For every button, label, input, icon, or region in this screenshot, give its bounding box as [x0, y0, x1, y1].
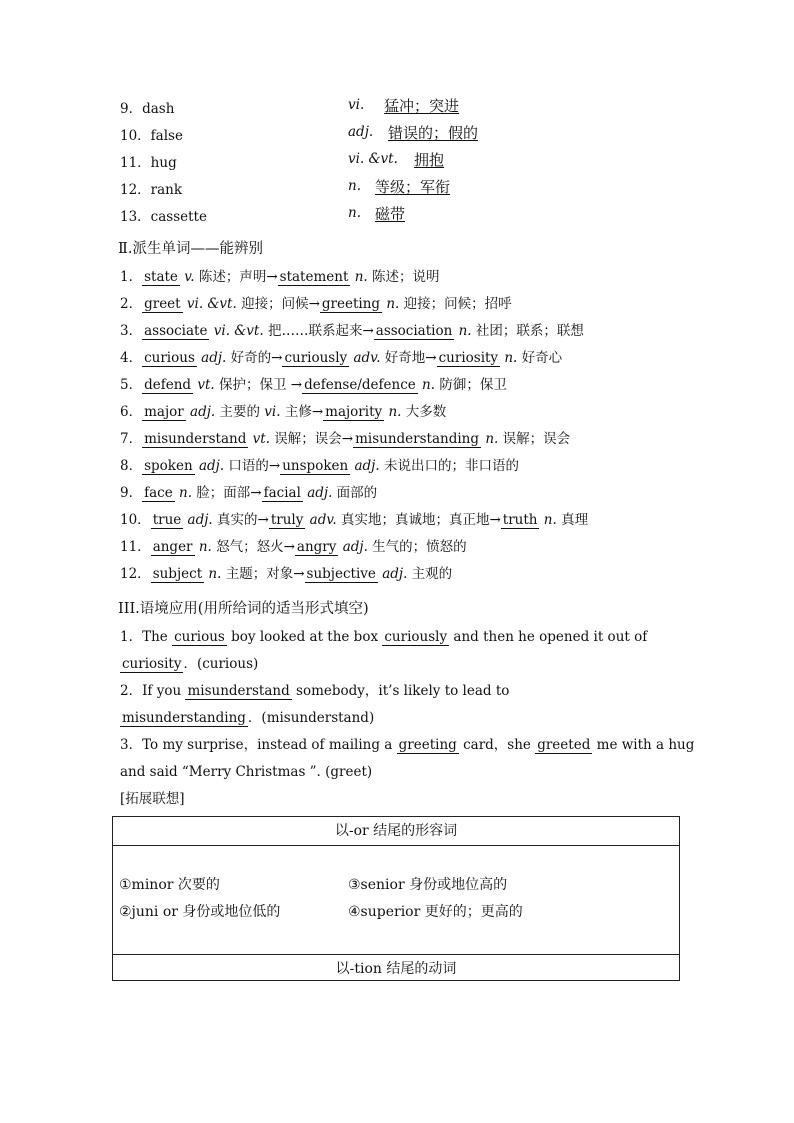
derived-item: 3． associate vi. &vt. 把……联系起来→ association n. 社团；联系；联想: [120, 323, 584, 339]
derived-item: 2． greet vi. &vt. 迎接；问候→ greeting n. 迎接；问候；招呼: [120, 296, 512, 312]
vocab-word: 9．dash: [120, 101, 175, 117]
vocab-pos: adj.: [348, 124, 374, 140]
vocab-meaning: 等级；军衔: [375, 178, 451, 196]
vocab-meaning: 磁带: [375, 205, 406, 223]
table-header: 以-or 结尾的形容词: [334, 823, 458, 839]
vocab-pos: vi. &vt.: [348, 151, 398, 167]
derived-item: 10． true adj. 真实的→ truly adv. 真实地；真诚地；真正地→ truth n. 真理: [120, 512, 589, 528]
vocab-row: [120, 205, 680, 225]
vocab-word: 10．false: [120, 128, 183, 144]
exercise-line: misunderstanding ．(misunderstand): [122, 710, 375, 726]
table-divider: [113, 954, 679, 955]
exercise-line: 3．To my surprise，instead of mailing a greeting card，she greeted me with a hug: [120, 737, 695, 753]
table-cell: ③senior 身份或地位高的: [348, 877, 508, 893]
table-cell: ②juni or 身份或地位低的: [119, 904, 281, 920]
derived-item: 6． major adj. 主要的 vi. 主修→ majority n. 大多数: [120, 404, 447, 420]
derived-item: 5． defend vt. 保护；保卫 → defense/defence n. 防御；保卫: [120, 377, 507, 393]
vocab-meaning: 错误的；假的: [388, 124, 479, 142]
vocab-pos: n.: [348, 205, 361, 221]
extension-table: [112, 816, 680, 981]
vocab-row: [120, 97, 680, 117]
vocab-pos: n.: [348, 178, 361, 194]
vocab-word: 11．hug: [120, 155, 177, 171]
vocab-pos: vi.: [348, 97, 365, 113]
table-divider: [113, 845, 679, 846]
table-cell: ①minor 次要的: [119, 877, 220, 893]
derived-item: 9． face n. 脸；面部→ facial adj. 面部的: [120, 485, 378, 501]
derived-item: 8． spoken adj. 口语的→ unspoken adj. 未说出口的；非口语的: [120, 458, 519, 474]
exercise-line: and said “Merry Christmas ”. (greet): [120, 764, 373, 780]
vocab-meaning: 拥抱: [414, 151, 445, 169]
section-heading: III.语境应用(用所给词的适当形式填空): [118, 601, 369, 617]
table-header: 以-tion 结尾的动词: [335, 961, 457, 977]
derived-item: 1． state v. 陈述；声明→ statement n. 陈述；说明: [120, 269, 440, 285]
extension-title: [拓展联想]: [120, 791, 185, 807]
vocab-row: [120, 124, 680, 144]
exercise-line: 2．If you misunderstand somebody，it’s likely to lead to: [120, 683, 510, 699]
derived-item: 4． curious adj. 好奇的→ curiously adv. 好奇地→ curiosity n. 好奇心: [120, 350, 563, 366]
vocab-row: [120, 151, 680, 171]
vocab-meaning: 猛冲；突进: [384, 97, 460, 115]
table-cell: ④superior 更好的；更高的: [348, 904, 523, 920]
section-heading: Ⅱ.派生单词——能辨别: [118, 241, 263, 257]
vocab-row: [120, 178, 680, 198]
vocab-word: 12．rank: [120, 182, 183, 198]
derived-item: 12． subject n. 主题；对象→ subjective adj. 主观的: [120, 566, 453, 582]
exercise-line: 1．The curious boy looked at the box curiously and then he opened it out of: [120, 629, 648, 645]
vocab-word: 13．cassette: [120, 209, 207, 225]
derived-item: 7． misunderstand vt. 误解；误会→ misunderstanding n. 误解；误会: [120, 431, 571, 447]
derived-item: 11． anger n. 怒气；怒火→ angry adj. 生气的；愤怒的: [120, 539, 467, 555]
exercise-line: curiosity ．(curious): [122, 656, 259, 672]
